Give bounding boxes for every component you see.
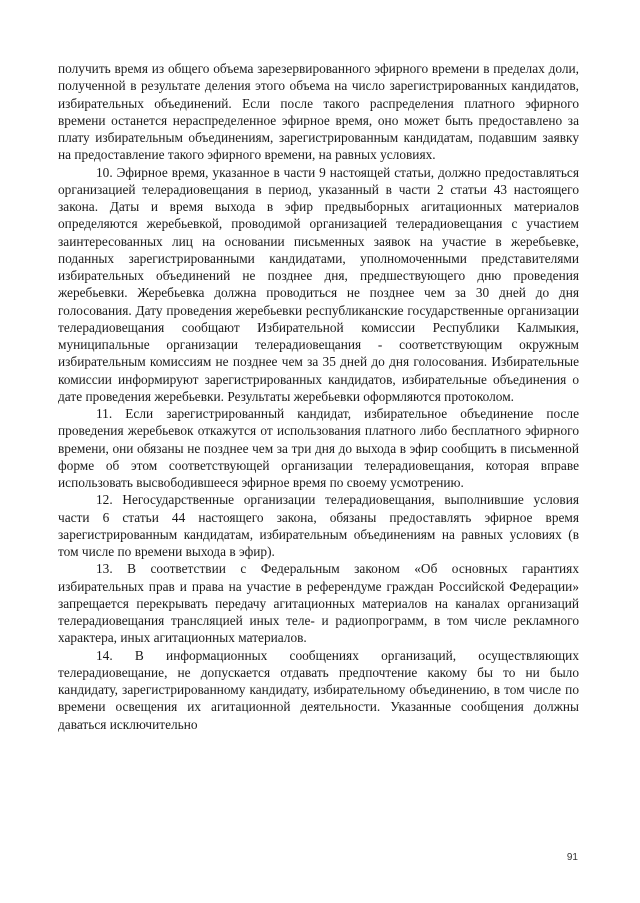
paragraph-14: 14. В информационных сообщениях организаций, осуществляющих телерадиовещание, не допускается отдавать предпочтение какому бы то ни было кандидату, зарегистрированному кандидату, избирательному объединению, в том числе по времени освещения их агитационной деятельности. Указанные сообщения должны даваться исключительно — [58, 647, 579, 732]
page-number: 91 — [566, 852, 578, 863]
paragraph-12: 12. Негосударственные организации телерадиовещания, выполнившие условия части 6 статьи 44 настоящего закона, обязаны предоставлять эфирное время зарегистрированным кандидатам, избирательным объединениям на равных условиях (в том числе по времени выхода в эфир). — [58, 492, 579, 559]
paragraph-continuation: получить время из общего объема зарезервированного эфирного времени в пределах доли, полученной в результате деления этого объема на число зарегистрированных кандидатов, избирательных объединений. Если после такого распределения платного эфирного времени останется нераспределенное эфирное время, оно может быть предоставлено за плату избирательным объединениям, зарегистрированным кандидатам, подавшим заявку на предоставление такого эфирного времени, на равных условиях. — [58, 61, 579, 163]
paragraph-10: 10. Эфирное время, указанное в части 9 настоящей статьи, должно предоставляться организацией телерадиовещания в период, указанный в части 2 статьи 43 настоящего закона. Даты и время выхода в эфир предвыборных агитационных материалов определяются жеребьевкой, проводимой организацией телерадиовещания с участием заинтересованных лиц на основании письменных заявок на участие в жеребьевке, поданных зарегистрированными кандидатами, уполномоченными представителями избирательных объединений не позднее дня, предшествующего дню проведения жеребьевки. Жеребьевка должна проводиться не позднее чем за 30 дней до дня голосования. Дату проведения жеребьевки республиканские государственные организации телерадиовещания сообщают Избирательной комиссии Республики Калмыкия, муниципальные организации телерадиовещания - соответствующим окружным избирательным комиссиям не позднее чем за 35 дней до дня голосования. Избирательные комиссии информируют зарегистрированных кандидатов, избирательные объединения о дате проведения жеребьевки. Результаты жеребьевки оформляются протоколом. — [58, 164, 579, 404]
document-body — [58, 60, 579, 733]
paragraph-11: 11. Если зарегистрированный кандидат, избирательное объединение после проведения жеребьевок откажутся от использования платного либо бесплатного эфирного времени, они обязаны не позднее чем за три дня до выхода в эфир сообщить в письменной форме об этом соответствующей организации телерадиовещания, которая вправе использовать высвободившееся эфирное время по своему усмотрению. — [58, 406, 579, 490]
paragraph-13: 13. В соответствии с Федеральным законом «Об основных гарантиях избирательных прав и права на участие в референдуме граждан Российской Федерации» запрещается перекрывать передачу агитационных материалов на каналах организаций телерадиовещания трансляцией иных теле- и радиопрограмм, в том числе рекламного характера, иных агитационных материалов. — [58, 561, 579, 646]
